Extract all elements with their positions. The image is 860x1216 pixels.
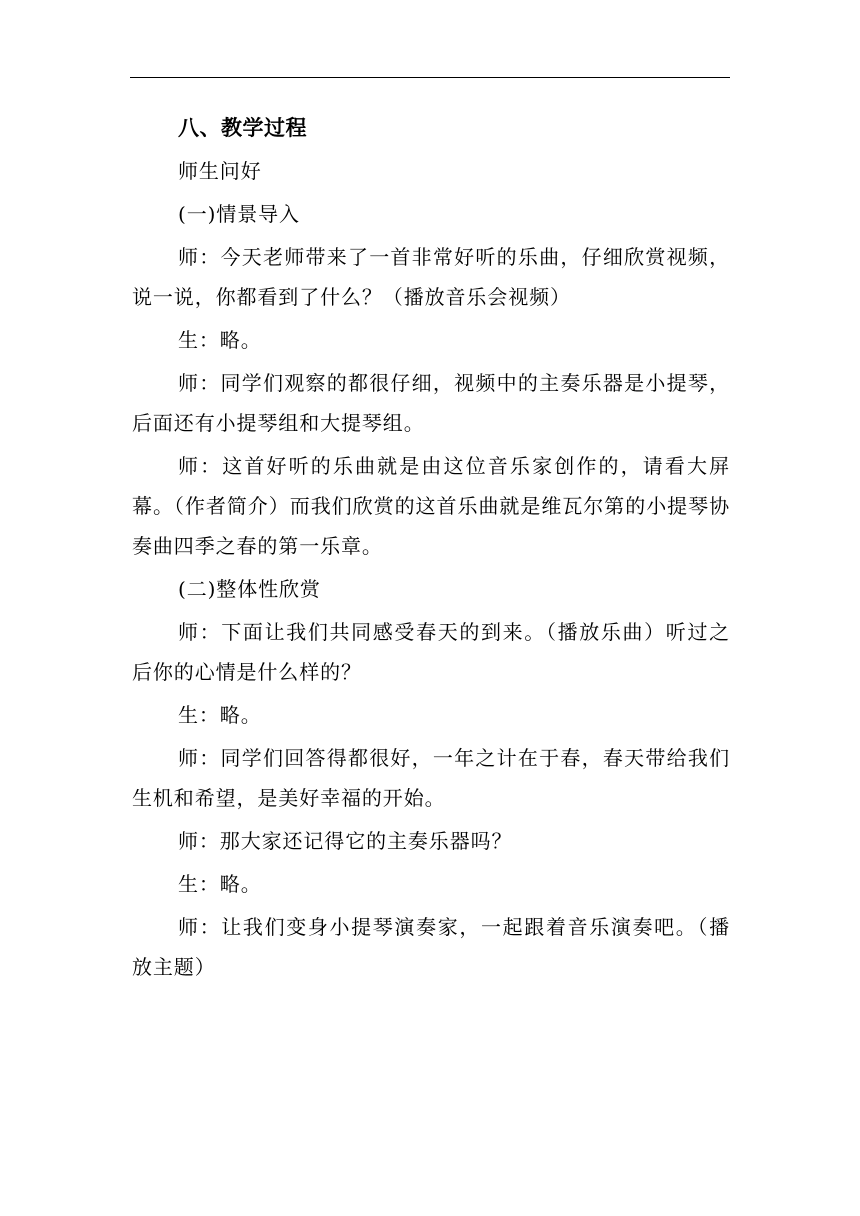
paragraph: 师：那大家还记得它的主奏乐器吗？ [178, 829, 513, 853]
document-body [132, 108, 730, 987]
paragraph: 师：今天老师带来了一首非常好听的乐曲，仔细欣赏视频，说一说，你都看到了什么？（播放音乐会视频） [132, 245, 730, 309]
paragraph: 师：这首好听的乐曲就是由这位音乐家创作的，请看大屏幕。（作者简介）而我们欣赏的这首乐曲就是维瓦尔第的小提琴协奏曲四季之春的第一乐章。 [132, 454, 730, 558]
paragraph: 师：下面让我们共同感受春天的到来。（播放乐曲）听过之后你的心情是什么样的？ [132, 620, 730, 684]
paragraph: 师：让我们变身小提琴演奏家，一起跟着音乐演奏吧。（播放主题） [132, 915, 730, 979]
paragraph: 生：略。 [178, 328, 262, 352]
header-rule [130, 77, 730, 78]
paragraph: 生：略。 [178, 872, 262, 896]
paragraph: 师：同学们观察的都很仔细，视频中的主奏乐器是小提琴，后面还有小提琴组和大提琴组。 [132, 371, 730, 435]
subsection-heading-2: (二)整体性欣赏 [178, 577, 321, 601]
paragraph-greeting: 师生问好 [178, 159, 262, 183]
subsection-heading-1: (一)情景导入 [178, 202, 300, 226]
section-heading: 八、教学过程 [178, 116, 307, 140]
paragraph: 师：同学们回答得都很好，一年之计在于春，春天带给我们生机和希望，是美好幸福的开始。 [132, 746, 730, 810]
paragraph: 生：略。 [178, 703, 262, 727]
